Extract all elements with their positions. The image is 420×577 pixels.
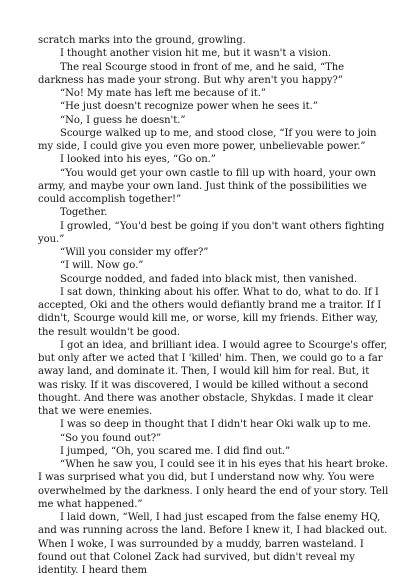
paragraph: I growled, “You'd best be going if you don't want others fighting you.”: [38, 220, 385, 245]
paragraph: “You would get your own castle to fill up with hoard, your own army, and maybe your own land. Just think of the possibilities we could accomplish together!”: [38, 167, 376, 205]
paragraph: “When he saw you, I could see it in his eyes that his heart broke. I was surprised what you did, but I understand now why. You were overwhelmed by the darkness. I only heard the end of your story. Tell me what happened.”: [38, 459, 389, 510]
paragraph: scratch marks into the ground, growling.: [38, 35, 246, 46]
paragraph: I laid down, “Well, I had just escaped from the false enemy HQ, and was running across the land. Before I knew it, I had blacked out. When I woke, I was surrounded by a muddy, barren wasteland. I found out that Colonel Zack had survived, but didn't reveal my identity. I heard them: [38, 512, 388, 576]
paragraph: Together.: [60, 207, 108, 219]
paragraph: I thought another vision hit me, but it wasn't a vision.: [60, 48, 332, 60]
paragraph: “He just doesn't recognize power when he sees it.”: [60, 101, 318, 113]
paragraph: “Will you consider my offer?”: [60, 247, 209, 258]
paragraph: “No! My mate has left me because of it.”: [60, 88, 266, 99]
paragraph: I was so deep in thought that I didn't hear Oki walk up to me.: [60, 419, 372, 431]
paragraph: I sat down, thinking about his offer. What to do, what to do. If I accepted, Oki and the others would defiantly brand me a traitor. If I didn't, Scourge would kill me, or worse, kill my friends. Either way, the result wouldn't be good.: [38, 286, 382, 338]
paragraph: I looked into his eyes, “Go on.”: [60, 154, 216, 166]
paragraph: “No, I guess he doesn't.”: [60, 114, 186, 126]
paragraph: Scourge walked up to me, and stood close, “If you were to join my side, I could give you even more power, unbelievable power.”: [38, 127, 377, 152]
paragraph: “I will. Now go.”: [60, 260, 144, 272]
paragraph: “So you found out?”: [60, 432, 162, 444]
paragraph: I jumped, “Oh, you scared me. I did find out.”: [60, 445, 291, 457]
book-page: [38, 34, 390, 577]
paragraph: Scourge nodded, and faded into black mist, then vanished.: [60, 273, 357, 285]
paragraph: The real Scourge stood in front of me, and he said, “The darkness has made your strong. But why aren't you happy?”: [38, 61, 345, 86]
paragraph: I got an idea, and brilliant idea. I would agree to Scourge's offer, but only after we acted that I 'killed' him. Then, we could go to a far away land, and dominate it. Then, I would kill him for real. But, it was risky. If it was discovered, I would be killed without a second thought. And there was another obstacle, Shykdas. I made it clear that we were enemies.: [38, 339, 388, 417]
